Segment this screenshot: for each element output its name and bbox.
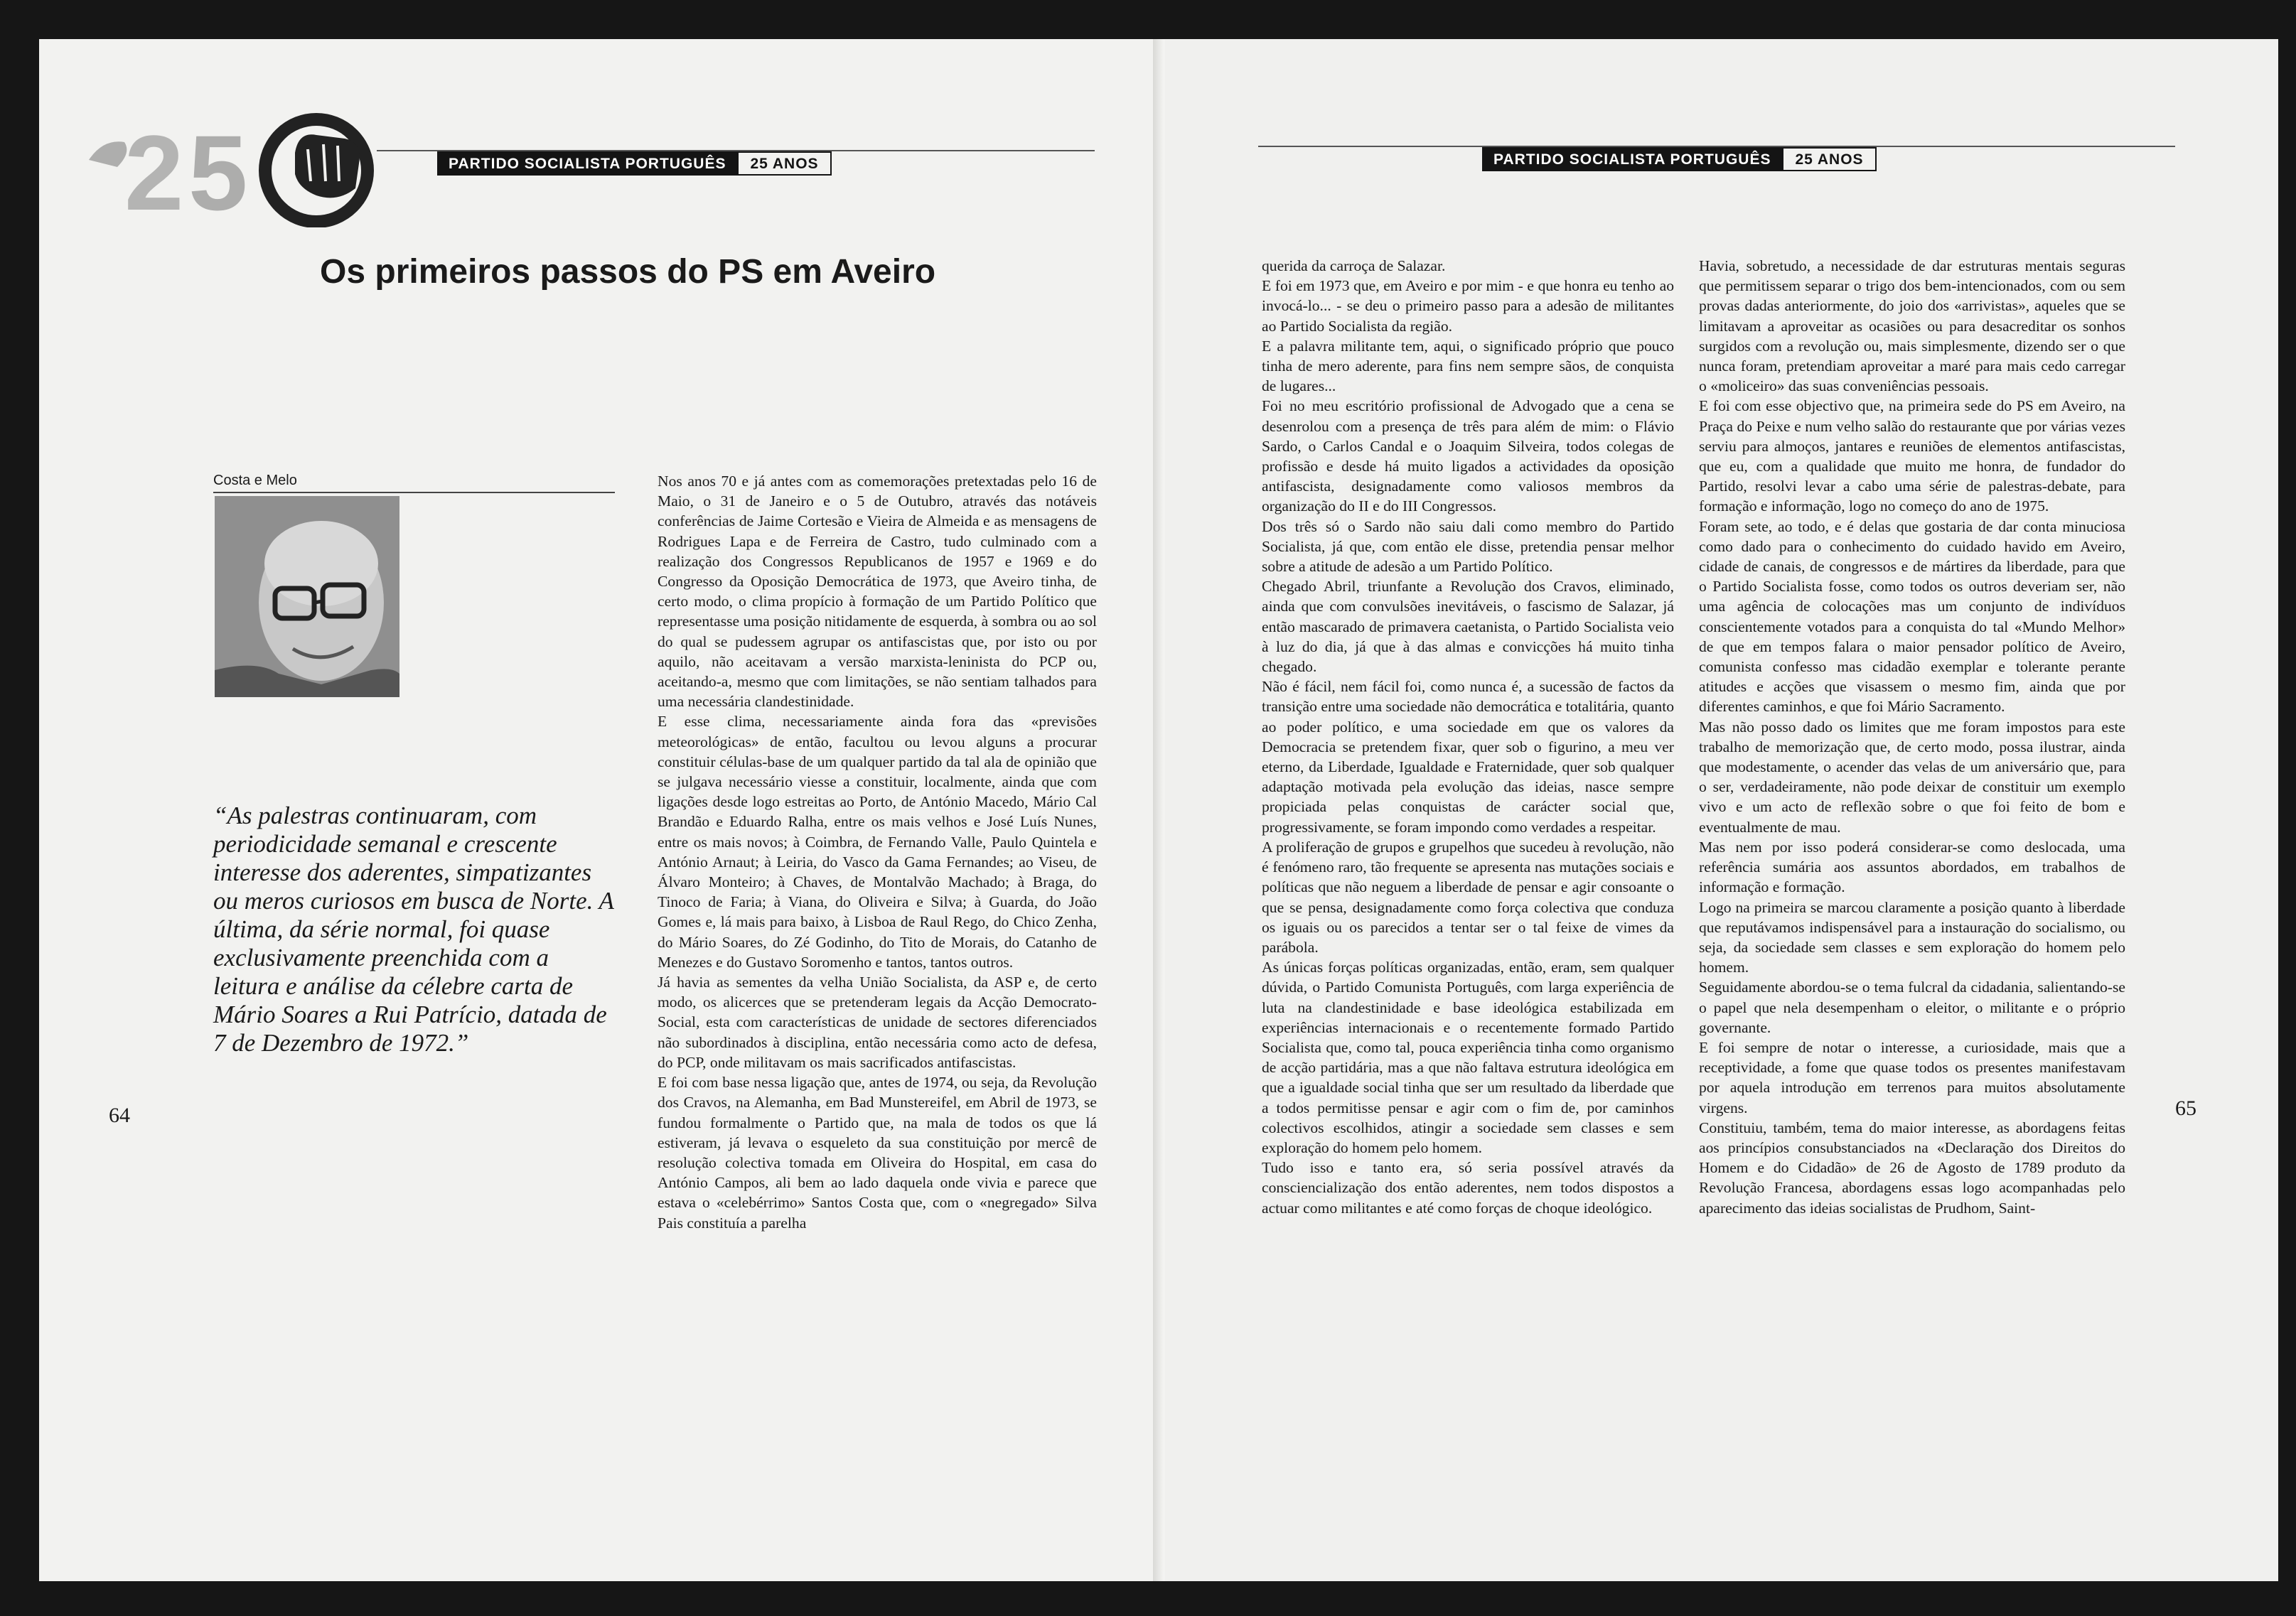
- paragraph: As únicas forças políticas organizadas, então, eram, sem qualquer dúvida, o Partido Comunista Português, com larga experiência de luta na clandestinidade e base ideológica estabilizada em experiências internacionais e o recentemente formado Partido Socialista que, como tal, pouca experiência tinha como organismo de acção partidária, mas a que não faltava estrutura ideológica em que a igualdade social tinha que ser um resultado da liberdade que a todos permitisse pensar e agir com o fim de, por caminhos colectivos escolhidos, atingir a sociedade sem classes e sem exploração do homem pelo homem.: [1262, 959, 1674, 1156]
- paragraph: Tudo isso e tanto era, só seria possível através da consciencialização dos então aderentes, nem todos dispostos a actuar como militantes e até como forças de choque ideológico.: [1262, 1159, 1674, 1217]
- pull-quote: “As palestras continuaram, com periodicidade semanal e crescente interesse dos aderentes, simpatizantes ou meros curiosos em busca de Norte. A última, da série normal, foi quase exclusivamente preenchida com a leitura e análise da célebre carta de Mário Soares a Rui Patrício, datada de 7 de Dezembro de 1972.”: [213, 802, 614, 1057]
- paragraph: E foi sempre de notar o interesse, a curiosidade, mais que a receptividade, a fome que quase todos os presentes manifestavam por aquela introdução em terrenos para muitos absolutamente virgens.: [1699, 1038, 2125, 1116]
- paragraph: querida da carroça de Salazar.: [1262, 257, 1446, 274]
- paragraph: A proliferação de grupos e grupelhos que sucedeu à revolução, não é fenómeno raro, tão frequente se apresenta nas mutações sociais e políticas que não neguem a liberdade de pensar e agir consoante o que se pensa, designadamente como força colectiva que conduza os iguais ou os parecidos a tentar ser o tal feixe de vimes da parábola.: [1262, 838, 1674, 956]
- ps-25-anos-logo: [82, 110, 380, 227]
- paragraph: Foi no meu escritório profissional de Advogado que a cena se desenrolou com a presença de três para além de mim: o Flávio Sardo, o Carlos Candal e o Joaquim Silveira, todos colegas de profissão e desde há muito ligados a actividades da oposição antifascista, designadamente como valiosos membros da organização do II e do III Congressos.: [1262, 397, 1674, 515]
- header-anos: 25 ANOS: [737, 151, 831, 176]
- paragraph: Mas nem por isso poderá considerar-se como deslocada, uma referência sumária aos assuntos abordados, em trabalhos de informação e formação.: [1699, 838, 2125, 896]
- header-banner: [1482, 147, 1877, 171]
- page-number-left: 64: [109, 1104, 130, 1127]
- left-page: [39, 39, 1162, 1581]
- article-column-2: [1262, 256, 1674, 1218]
- paragraph: Nos anos 70 e já antes com as comemorações pretextadas pelo 16 de Maio, o 31 de Janeiro e o 5 de Outubro, através das notáveis conferências de Jaime Cortesão e Vieira de Almeida e as mensagens de Rodrigues Lapa e de Ferreira de Castro, tudo culminado com a realização dos Congressos Republicanos de 1957 e 1969 e do Congresso da Oposição Democrática de 1973, que Aveiro tinha, de certo modo, o clima propício à formação de um Partido Político que representasse uma posição nitidamente de esquerda, à sombra ou ao sol do qual se pudessem agrupar os antifascistas que, por isto ou por aquilo, não aceitavam a versão marxista-leninista do PCP ou, aceitando-a, mesmo que com limitações, se não sentiam talhados para uma necessária clandestinidade.: [658, 473, 1097, 711]
- paragraph: Chegado Abril, triunfante a Revolução dos Cravos, eliminado, ainda que com convulsões inevitáveis, o fascismo de Salazar, já então mascarado de primavera caetanista, o Partido Socialista veio à luz do dia, já que à das almas e convicções há muito tinha chegado.: [1262, 578, 1674, 676]
- author-name: Costa e Melo: [213, 473, 297, 488]
- article-column-1: [658, 471, 1097, 1233]
- paragraph: Logo na primeira se marcou claramente a posição quanto à liberdade que reputávamos indispensável para a instauração do socialismo, ou seja, da sociedade sem classes e sem exploração do homem pelo homem.: [1699, 898, 2125, 976]
- paragraph: E foi com base nessa ligação que, antes de 1974, ou seja, da Revolução dos Cravos, na Alemanha, em Bad Munstereifel, em Abril de 1973, se fundou formalmente o Partido que, na mala de todos os que lá estiveram, já levava o esqueleto da sua constituição por mercê de resolução colectiva tomada em Oliveira do Hospital, em casa do António Campos, ali bem ao lado daquela onde vivia e parece que estava o «celebérrimo» Santos Costa que, com o «negregado» Silva Pais constituía a parelha: [658, 1074, 1097, 1232]
- paragraph: Seguidamente abordou-se o tema fulcral da cidadania, salientando-se o papel que nela desempenham o eleitor, o militante e o próprio governante.: [1699, 979, 2125, 1036]
- paragraph: Mas não posso dado os limites que me foram impostos para este trabalho de memorização que, de certo modo, possa ilustrar, ainda que modestamente, o acender das velas de um aniversário que, para o ser, verdadeiramente, não pode deixar de constituir um exemplo vivo e um acto de reflexão sobre o que foi feito de bom e eventualmente de mau.: [1699, 718, 2125, 836]
- header-party: PARTIDO SOCIALISTA PORTUGUÊS: [437, 151, 737, 176]
- author-photo: [215, 496, 399, 697]
- paragraph: E a palavra militante tem, aqui, o significado próprio que pouco tinha de mero aderente, para fins nem sempre sãos, de conquista de lugares...: [1262, 337, 1674, 395]
- header-anos: 25 ANOS: [1782, 147, 1876, 171]
- paragraph: Constituiu, também, tema do maior interesse, as abordagens feitas aos princípios consubstanciados na «Declaração dos Direitos do Homem e do Cidadão» de 26 de Agosto de 1789 produto da Revolução Francesa, abordagens essas logo acompanhadas pelo aparecimento das ideias socialistas de Prudhom, Saint-: [1699, 1119, 2125, 1217]
- paragraph: Foram sete, ao todo, e é delas que gostaria de dar conta minuciosa como dado para o conhecimento do cuidado havido em Aveiro, cidade de canais, de congressos e de mártires da liberdade, para que o Partido Socialista fosse, como todos os outros deveriam ser, não uma agência de colocações mas um conjunto de indivíduos conscientemente votados para a conquista do tal «Mundo Melhor» de que em tempos falara o maior pensador político de Aveiro, comunista confesso mas cidadão exemplar e tolerante perante atitudes e acções que visassem o mesmo fim, ainda que por diferentes caminhos, e que foi Mário Sacramento.: [1699, 517, 2125, 716]
- svg-text:2: 2: [124, 113, 184, 227]
- paragraph: Não é fácil, nem fácil foi, como nunca é, a sucessão de factos da transição entre uma sociedade não democrática e totalitária, quanto ao poder político, e uma sociedade em que os valores da Democracia se pretendem fixar, quer sob o figurino, a meu ver eterno, da Liberdade, Igualdade e Fraternidade, quer sob qualquer adaptação motivada pela evolução das ideias, nasce sempre propiciada pelas conquistas de carácter social que, progressivamente, se foram impondo como verdades a respeitar.: [1262, 678, 1674, 836]
- article-title: Os primeiros passos do PS em Aveiro: [320, 253, 936, 291]
- paragraph: Dos três só o Sardo não saiu dali como membro do Partido Socialista, já que, com então ele disse, pretendia pensar melhor sobre a atitude de adesão a um Partido Político.: [1262, 517, 1674, 576]
- header-party: PARTIDO SOCIALISTA PORTUGUÊS: [1482, 147, 1782, 171]
- page-number-right: 65: [2175, 1097, 2196, 1120]
- paragraph: E esse clima, necessariamente ainda fora das «previsões meteorológicas» de então, facultou ou levou alguns a procurar constituir células-base de um qualquer partido da tal ala de opinião que se julgava necessário viesse a constituir, localmente, ainda que com ligações desde logo estreitas ao Porto, de António Macedo, Mário Cal Brandão e Eduardo Ralha, entre os mais velhos e José Luís Nunes, entre os mais novos; à Coimbra, de Fernando Valle, Paulo Quintela e António Arnaut; à Leiria, do Vasco da Gama Fernandes; ao Viseu, de Álvaro Monteiro; à Chaves, de Montalvão Machado; à Braga, do Tinoco de Faria; à Viana, do Oliveira e Silva; à Guarda, do João Gomes e, lá mais para baixo, à Lisboa de Raul Rego, do Chico Zenha, do Mário Soares, do Zé Godinho, do Tito de Morais, do Catanho de Menezes e do Gustavo Soromenho e tantos, tantos outros.: [658, 713, 1097, 971]
- right-page: [1166, 39, 2278, 1581]
- author-rule: [213, 492, 615, 493]
- paragraph: Havia, sobretudo, a necessidade de dar estruturas mentais seguras que permitissem separar o trigo dos bem-intencionados, com ou sem provas dadas anteriormente, do joio dos «arrivistas», aqueles que se limitavam a aproveitar as ocasiões ou para desacreditar os sonhos surgidos com a revolução ou, mais simplesmente, dizendo ser o que nunca foram, pretendiam aproveitar a maré para mais cedo carregar o «moliceiro» das suas conveniências pessoais.: [1699, 257, 2125, 395]
- paragraph: E foi com esse objectivo que, na primeira sede do PS em Aveiro, na Praça do Peixe e num velho salão do restaurante que por várias vezes serviu para almoços, jantares e reuniões de elementos antifascistas, que eu, com a qualidade que muito me honra, de fundador do Partido, resolvi levar a cabo uma série de palestras-debate, para formação e informação, logo no começo do ano de 1975.: [1699, 397, 2125, 515]
- paragraph: Já havia as sementes da velha União Socialista, da ASP e, de certo modo, os alicerces que se pretenderam legais da Acção Democrato-Social, esta com características de unidade de sectores diferenciados não subordinados à disciplina, então necessária como acto de defesa, do PCP, onde militavam os mais sacrificados antifascistas.: [658, 974, 1097, 1071]
- header-banner: [437, 151, 832, 176]
- svg-text:5: 5: [188, 113, 248, 227]
- article-column-3: [1699, 256, 2125, 1218]
- paragraph: E foi em 1973 que, em Aveiro e por mim - e que honra eu tenho ao invocá-lo... - se deu o primeiro passo para a adesão de militantes ao Partido Socialista da região.: [1262, 277, 1674, 335]
